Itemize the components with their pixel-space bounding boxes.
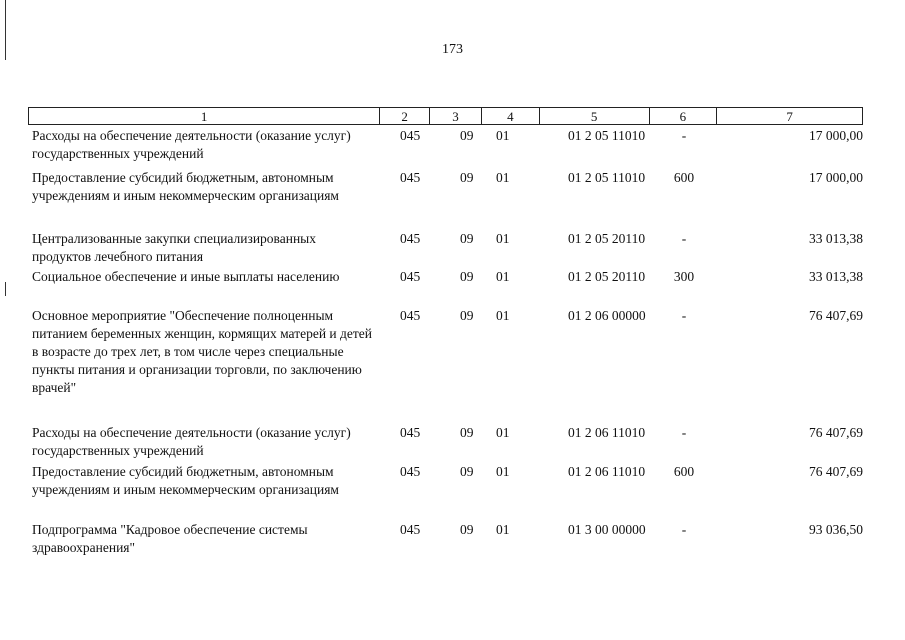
row-section-code: 09 bbox=[460, 170, 474, 185]
row-expense-type: - bbox=[681, 425, 687, 440]
column-header-7: 7 bbox=[786, 109, 793, 124]
row-target-code: 01 2 05 20110 bbox=[568, 269, 646, 284]
row-amount: 33 013,38 bbox=[809, 269, 863, 284]
row-section-code: 09 bbox=[460, 128, 474, 143]
table-row bbox=[28, 230, 863, 266]
row-subsection-code: 01 bbox=[496, 464, 510, 479]
row-ministry-code: 045 bbox=[400, 308, 421, 323]
row-ministry-code: 045 bbox=[400, 170, 421, 185]
row-amount: 76 407,69 bbox=[809, 464, 863, 479]
row-subsection-code: 01 bbox=[496, 170, 510, 185]
row-name: Предоставление субсидий бюджетным, автономным учреждениям и иным некоммерческим организациям bbox=[32, 464, 339, 497]
column-header-6: 6 bbox=[650, 108, 718, 124]
row-expense-type: - bbox=[681, 128, 687, 143]
column-header-2: 2 bbox=[380, 108, 430, 124]
column-header-3: 3 bbox=[430, 108, 482, 124]
row-target-code: 01 2 06 00000 bbox=[568, 308, 646, 323]
table-header bbox=[28, 107, 863, 125]
row-ministry-code: 045 bbox=[400, 464, 421, 479]
row-target-code: 01 2 05 11010 bbox=[568, 170, 646, 185]
row-target-code: 01 2 06 11010 bbox=[568, 425, 646, 440]
column-header-5: 5 bbox=[540, 108, 650, 124]
row-ministry-code: 045 bbox=[400, 425, 421, 440]
table-row bbox=[28, 521, 863, 557]
row-expense-type: - bbox=[681, 522, 687, 537]
page-number: 173 bbox=[442, 42, 463, 57]
row-target-code: 01 2 06 11010 bbox=[568, 464, 646, 479]
row-ministry-code: 045 bbox=[400, 269, 421, 284]
row-name: Подпрограмма "Кадровое обеспечение системы здравоохранения" bbox=[32, 522, 308, 555]
row-expense-type: - bbox=[681, 231, 687, 246]
row-subsection-code: 01 bbox=[496, 308, 510, 323]
row-section-code: 09 bbox=[460, 269, 474, 284]
row-amount: 17 000,00 bbox=[809, 170, 863, 185]
page-margin-line bbox=[5, 282, 6, 296]
row-section-code: 09 bbox=[460, 522, 474, 537]
row-target-code: 01 3 00 00000 bbox=[568, 522, 646, 537]
row-section-code: 09 bbox=[460, 425, 474, 440]
table-row bbox=[28, 268, 863, 286]
row-amount: 93 036,50 bbox=[809, 522, 863, 537]
row-ministry-code: 045 bbox=[400, 231, 421, 246]
row-name: Основное мероприятие "Обеспечение полноценным питанием беременных женщин, кормящих матерей и детей в возрасте до трех лет, в том числе через специальные пункты питания и организации торговли, по заключению врачей" bbox=[32, 308, 372, 395]
row-subsection-code: 01 bbox=[496, 425, 510, 440]
row-subsection-code: 01 bbox=[496, 522, 510, 537]
row-amount: 33 013,38 bbox=[809, 231, 863, 246]
row-ministry-code: 045 bbox=[400, 128, 421, 143]
table-row bbox=[28, 307, 863, 397]
row-subsection-code: 01 bbox=[496, 269, 510, 284]
row-target-code: 01 2 05 20110 bbox=[568, 231, 646, 246]
column-header-1: 1 bbox=[29, 108, 380, 124]
column-header-4: 4 bbox=[482, 108, 540, 124]
row-section-code: 09 bbox=[460, 231, 474, 246]
row-target-code: 01 2 05 11010 bbox=[568, 128, 646, 143]
row-expense-type: 300 bbox=[673, 269, 695, 284]
row-expense-type: 600 bbox=[673, 464, 695, 479]
row-amount: 17 000,00 bbox=[809, 128, 863, 143]
row-section-code: 09 bbox=[460, 308, 474, 323]
table-row bbox=[28, 424, 863, 460]
row-expense-type: - bbox=[681, 308, 687, 323]
row-section-code: 09 bbox=[460, 464, 474, 479]
row-name: Предоставление субсидий бюджетным, автономным учреждениям и иным некоммерческим организациям bbox=[32, 170, 339, 203]
table-row bbox=[28, 169, 863, 205]
table-row bbox=[28, 463, 863, 499]
row-name: Социальное обеспечение и иные выплаты населению bbox=[32, 269, 340, 284]
row-name: Расходы на обеспечение деятельности (оказание услуг) государственных учреждений bbox=[32, 128, 351, 161]
row-ministry-code: 045 bbox=[400, 522, 421, 537]
row-name: Централизованные закупки специализированных продуктов лечебного питания bbox=[32, 231, 317, 264]
row-amount: 76 407,69 bbox=[809, 425, 863, 440]
row-subsection-code: 01 bbox=[496, 128, 510, 143]
row-amount: 76 407,69 bbox=[809, 308, 863, 323]
row-expense-type: 600 bbox=[673, 170, 695, 185]
row-subsection-code: 01 bbox=[496, 231, 510, 246]
table-row bbox=[28, 127, 863, 163]
row-name: Расходы на обеспечение деятельности (оказание услуг) государственных учреждений bbox=[32, 425, 351, 458]
